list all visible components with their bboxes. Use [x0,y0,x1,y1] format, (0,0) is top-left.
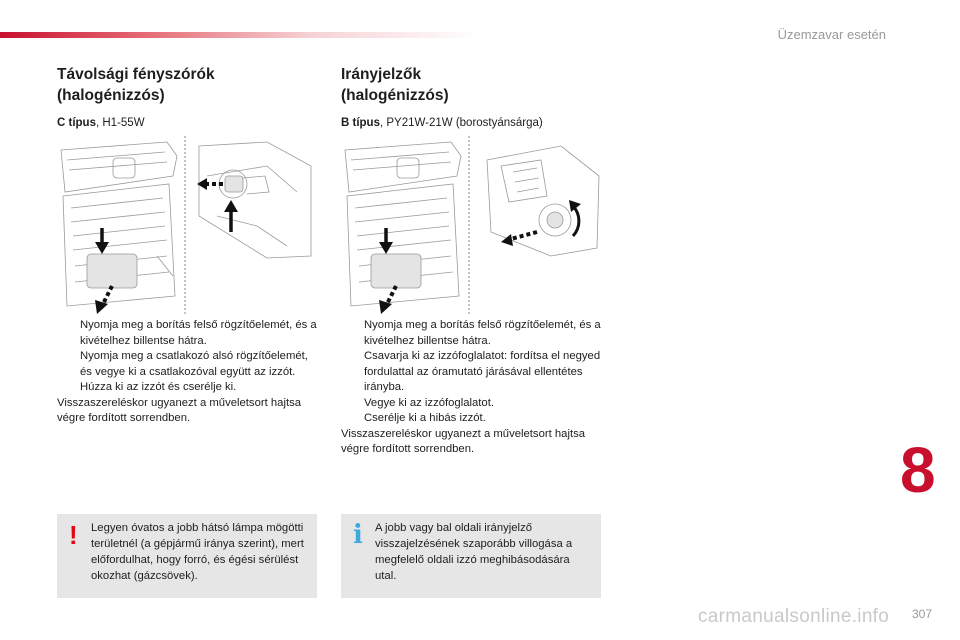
left-type-value: , H1-55W [95,117,145,129]
left-type-label: C típus [57,117,96,129]
chapter-number: 8 [900,434,936,506]
right-section [341,64,603,129]
left-instructions [57,318,319,427]
right-type-value: , PY21W-21W (borostyánsárga) [379,117,543,129]
right-type-label: B típus [341,117,380,129]
right-heading-line2: (halogénizzós) [341,87,449,104]
right-step-2: Csavarja ki az izzófoglalatot: fordítsa el negyed fordulattal az óramutató járásával ellentétes irányba. [364,350,601,393]
header-accent-bar [0,32,480,38]
right-reassembly-note: Visszaszereléskor ugyanezt a műveletsort hajtsa végre fordított sorrendben. [341,427,586,455]
left-step-3: Húzza ki az izzót és cserélje ki. [80,381,237,393]
right-step-1: Nyomja meg a borítás felső rögzítőelemét, és a kivételhez billentse hátra. [364,319,601,347]
indicator-illustration [341,136,611,316]
info-i-icon: i [353,520,363,550]
right-bulb-type [341,117,603,129]
info-notice [341,514,601,598]
warning-notice [57,514,317,598]
left-heading-line2: (halogénizzós) [57,87,165,104]
left-heading-line1: Távolsági fényszórók [57,66,215,83]
info-notice-text: A jobb vagy bal oldali irányjelző visszajelzésének szaporább villogása a megfelelő oldali izzó meghibásodására utal. [375,522,573,582]
right-heading [341,64,603,106]
left-heading [57,64,319,106]
headlamp-illustration [57,136,327,316]
right-step-4: Cserélje ki a hibás izzót. [364,412,486,424]
exclamation-icon: ! [69,520,78,550]
left-step-2: Nyomja meg a csatlakozó alsó rögzítőelemét, és vegye ki a csatlakozóval együtt az izzót. [80,350,308,378]
left-bulb-type [57,117,319,129]
left-section [57,64,319,129]
watermark: carmanualsonline.info [698,606,890,627]
chapter-title: Üzemzavar esetén [777,27,886,42]
warning-notice-text: Legyen óvatos a jobb hátsó lámpa mögötti területnél (a gépjármű iránya szerint), mert előfordulhat, hogy forró, és égési sérülést okozhat (gázcsövek). [91,522,304,582]
left-reassembly-note: Visszaszereléskor ugyanezt a műveletsort hajtsa végre fordított sorrendben. [57,396,302,424]
left-step-1: Nyomja meg a borítás felső rögzítőelemét, és a kivételhez billentse hátra. [80,319,317,347]
page-number: 307 [912,607,933,621]
right-step-3: Vegye ki az izzófoglalatot. [364,396,494,409]
right-heading-line1: Irányjelzők [341,66,422,83]
right-instructions [341,318,603,458]
